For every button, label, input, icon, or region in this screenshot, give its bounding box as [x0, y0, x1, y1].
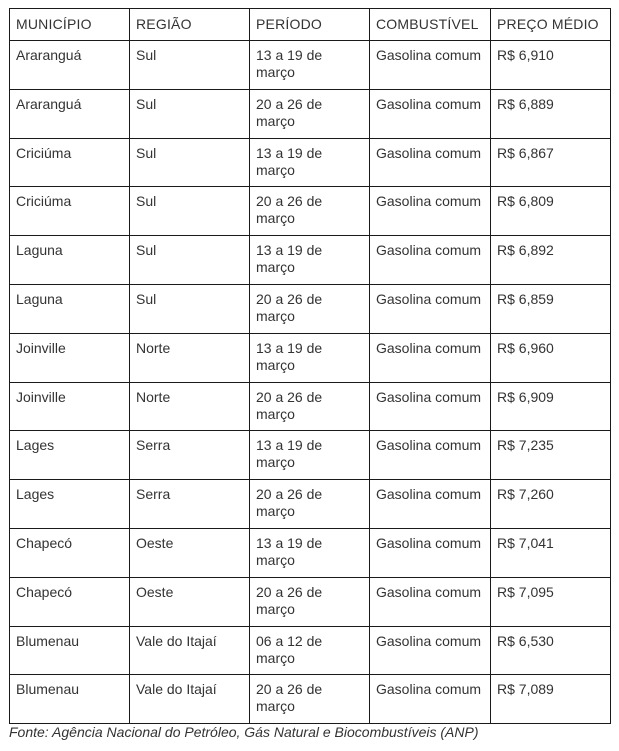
header-combustivel: COMBUSTÍVEL — [370, 9, 491, 41]
cell-preco-medio: R$ 7,041 — [491, 528, 611, 577]
cell-regiao: Serra — [130, 431, 250, 480]
cell-combustivel: Gasolina comum — [370, 431, 491, 480]
cell-periodo: 13 a 19 de março — [250, 138, 370, 187]
cell-periodo: 20 a 26 de março — [250, 187, 370, 236]
cell-municipio: Chapecó — [10, 528, 130, 577]
cell-periodo: 20 a 26 de março — [250, 284, 370, 333]
cell-municipio: Lages — [10, 431, 130, 480]
cell-periodo: 06 a 12 de março — [250, 626, 370, 675]
cell-regiao: Sul — [130, 41, 250, 90]
cell-preco-medio: R$ 6,859 — [491, 284, 611, 333]
cell-municipio: Chapecó — [10, 577, 130, 626]
header-row — [10, 9, 611, 41]
cell-municipio: Lages — [10, 480, 130, 529]
cell-preco-medio: R$ 7,260 — [491, 480, 611, 529]
cell-municipio: Criciúma — [10, 187, 130, 236]
table-row — [10, 382, 611, 431]
cell-combustivel: Gasolina comum — [370, 236, 491, 285]
table-row — [10, 138, 611, 187]
cell-regiao: Sul — [130, 187, 250, 236]
cell-regiao: Oeste — [130, 577, 250, 626]
cell-municipio: Laguna — [10, 284, 130, 333]
table-body — [10, 41, 611, 724]
header-preco-medio: PREÇO MÉDIO — [491, 9, 611, 41]
header-periodo: PERÍODO — [250, 9, 370, 41]
cell-preco-medio: R$ 7,089 — [491, 675, 611, 724]
cell-combustivel: Gasolina comum — [370, 41, 491, 90]
cell-combustivel: Gasolina comum — [370, 382, 491, 431]
cell-periodo: 13 a 19 de março — [250, 528, 370, 577]
cell-periodo: 20 a 26 de março — [250, 382, 370, 431]
cell-preco-medio: R$ 7,235 — [491, 431, 611, 480]
cell-municipio: Araranguá — [10, 41, 130, 90]
table-row — [10, 480, 611, 529]
table-row — [10, 187, 611, 236]
cell-regiao: Sul — [130, 89, 250, 138]
table-row — [10, 333, 611, 382]
table-row — [10, 236, 611, 285]
table-row — [10, 41, 611, 90]
cell-municipio: Araranguá — [10, 89, 130, 138]
cell-preco-medio: R$ 6,867 — [491, 138, 611, 187]
cell-preco-medio: R$ 6,892 — [491, 236, 611, 285]
cell-periodo: 20 a 26 de março — [250, 675, 370, 724]
cell-periodo: 20 a 26 de março — [250, 89, 370, 138]
cell-preco-medio: R$ 6,910 — [491, 41, 611, 90]
cell-periodo: 13 a 19 de março — [250, 431, 370, 480]
cell-periodo: 13 a 19 de março — [250, 41, 370, 90]
table-row — [10, 577, 611, 626]
fuel-price-table — [9, 8, 611, 724]
cell-preco-medio: R$ 6,960 — [491, 333, 611, 382]
cell-municipio: Joinville — [10, 333, 130, 382]
cell-combustivel: Gasolina comum — [370, 138, 491, 187]
cell-periodo: 20 a 26 de março — [250, 480, 370, 529]
cell-preco-medio: R$ 6,530 — [491, 626, 611, 675]
table-row — [10, 431, 611, 480]
cell-regiao: Oeste — [130, 528, 250, 577]
table-row — [10, 89, 611, 138]
cell-combustivel: Gasolina comum — [370, 187, 491, 236]
cell-municipio: Blumenau — [10, 675, 130, 724]
cell-regiao: Sul — [130, 138, 250, 187]
cell-regiao: Sul — [130, 284, 250, 333]
cell-combustivel: Gasolina comum — [370, 284, 491, 333]
cell-combustivel: Gasolina comum — [370, 626, 491, 675]
cell-combustivel: Gasolina comum — [370, 675, 491, 724]
table-row — [10, 675, 611, 724]
cell-combustivel: Gasolina comum — [370, 577, 491, 626]
cell-combustivel: Gasolina comum — [370, 528, 491, 577]
cell-periodo: 20 a 26 de março — [250, 577, 370, 626]
cell-regiao: Sul — [130, 236, 250, 285]
cell-regiao: Vale do Itajaí — [130, 626, 250, 675]
cell-periodo: 13 a 19 de março — [250, 236, 370, 285]
cell-regiao: Serra — [130, 480, 250, 529]
table-header — [10, 9, 611, 41]
cell-preco-medio: R$ 7,095 — [491, 577, 611, 626]
header-municipio: MUNICÍPIO — [10, 9, 130, 41]
cell-preco-medio: R$ 6,909 — [491, 382, 611, 431]
cell-municipio: Criciúma — [10, 138, 130, 187]
cell-regiao: Norte — [130, 333, 250, 382]
cell-regiao: Norte — [130, 382, 250, 431]
cell-municipio: Laguna — [10, 236, 130, 285]
cell-preco-medio: R$ 6,889 — [491, 89, 611, 138]
table-row — [10, 626, 611, 675]
cell-combustivel: Gasolina comum — [370, 480, 491, 529]
cell-combustivel: Gasolina comum — [370, 89, 491, 138]
cell-municipio: Joinville — [10, 382, 130, 431]
cell-municipio: Blumenau — [10, 626, 130, 675]
cell-regiao: Vale do Itajaí — [130, 675, 250, 724]
cell-combustivel: Gasolina comum — [370, 333, 491, 382]
table-row — [10, 528, 611, 577]
header-regiao: REGIÃO — [130, 9, 250, 41]
cell-periodo: 13 a 19 de março — [250, 333, 370, 382]
table-row — [10, 284, 611, 333]
source-note: Fonte: Agência Nacional do Petróleo, Gás Natural e Biocombustíveis (ANP) — [9, 724, 479, 740]
cell-preco-medio: R$ 6,809 — [491, 187, 611, 236]
